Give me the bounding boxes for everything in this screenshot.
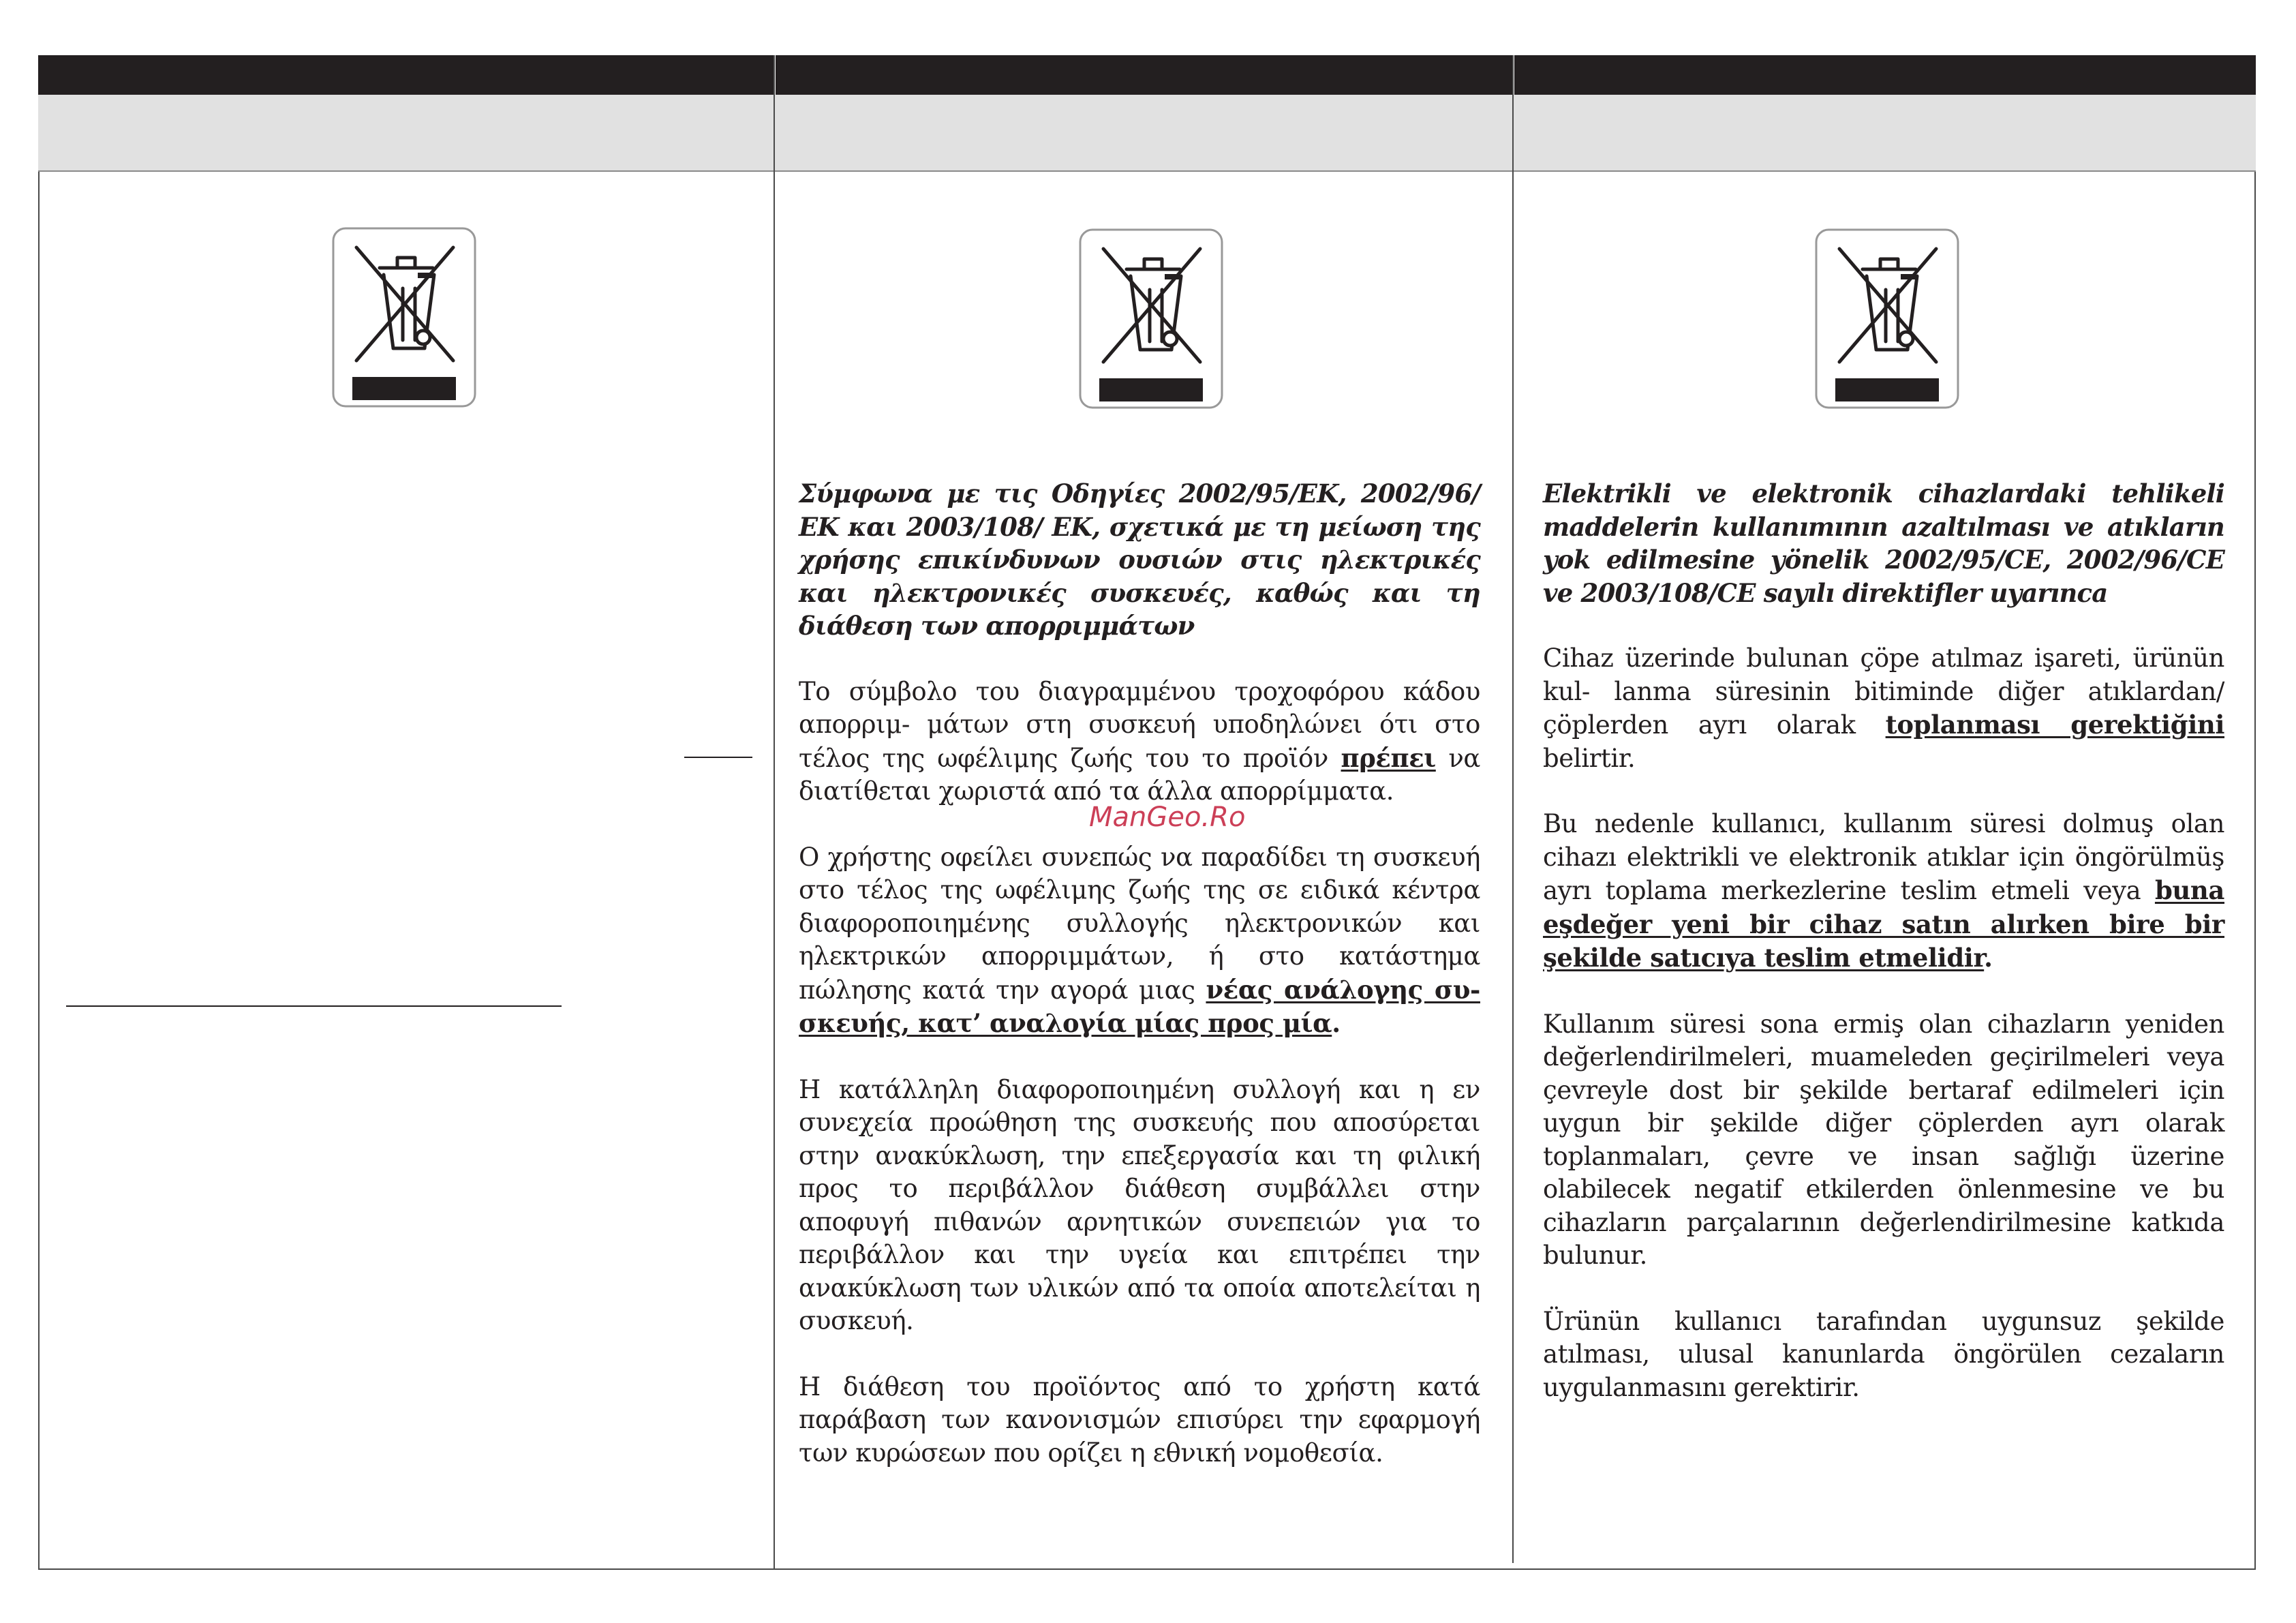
greek-heading: Σύμφωνα με τις Οδηγίες 2002/95/ΕΚ, 2002/96/ΕΚ και 2003/108/ ΕΚ, σχετικά με τη μείωση της χρήσης επικίνδυνων ουσιών στις ηλεκτρικές και ηλεκτρονικές συσκευές, καθώς και τη διάθεση των απορριμμάτων bbox=[799, 479, 1480, 641]
turkish-column bbox=[1543, 477, 2224, 1437]
turkish-paragraph-2: Bu nedenle kullanıcı, kullanım süresi dolmuş olan cihazı elektrikli ve elektronik atıklar için öngörülmüş ayrı toplama merkezlerine teslim etmeli veya buna eşdeğer yeni bir cihaz satın alırken bire bir şekilde satıcıya teslim etmelidir. bbox=[1543, 809, 2224, 973]
weee-bin-icon bbox=[1079, 228, 1223, 409]
greek-paragraph-3: Η κατάλληλη διαφοροποιημένη συλλογή και η εν συνεχεία προώθηση της συσκευής που αποσύρεται στην ανακύκλωση, την επεξεργασία και τη φιλική προς το περιβάλλον διάθεση συμβάλλει στην αποφυγή πιθανών αρνητικών συνεπειών για το περιβάλλον και την υγεία και επιτρέπει την ανακύκλωση των υλικών από τα οποία αποτελείται η συσκευή. bbox=[799, 1074, 1480, 1335]
rule-long bbox=[66, 1005, 562, 1007]
column-divider-2 bbox=[1512, 55, 1514, 1563]
rule-short bbox=[684, 757, 752, 758]
header-bar bbox=[38, 55, 2256, 95]
column-divider-1 bbox=[774, 55, 775, 1570]
greek-column bbox=[799, 477, 1480, 1502]
turkish-heading: Elektrikli ve elektronik cihazlardaki tehlikeli maddelerin kullanımının azaltılması ve atıkların yok edilmesine yönelik 2002/95/CE, 2002/96/CE ve 2003/108/CE sayılı direktifler uyarınca bbox=[1543, 479, 2224, 608]
weee-bin-icon bbox=[332, 227, 476, 408]
turkish-paragraph-4: Ürünün kullanıcı tarafından uygunsuz şekilde atılması, ulusal kanunlarda öngörülen cezaların uygulanmasını gerektirir. bbox=[1543, 1306, 2224, 1402]
watermark: ManGeo.Ro bbox=[1089, 802, 1246, 833]
turkish-paragraph-1: Cihaz üzerinde bulunan çöpe atılmaz işareti, ürünün kul- lanma süresinin bitiminde diğer atıklardan/çöplerden ayrı olarak toplanması gerektiğini belirtir. bbox=[1543, 643, 2225, 773]
greek-paragraph-4: Η διάθεση του προϊόντος από το χρήστη κατά παράβαση των κανονισμών επισύρει την εφαρμογή των κυρώσεων που ορίζει η εθνική νομοθεσία. bbox=[799, 1371, 1480, 1468]
greek-paragraph-2: Ο χρήστης οφείλει συνεπώς να παραδίδει τη συσκευή στο τέλος της ωφέλιμης ζωής της σε ειδικά κέντρα διαφοροποιημένης συλλογής ηλεκτρονικών και ηλεκτρικών απορριμμάτων, ή στο κατάστημα πώλησης κατά την αγορά μιας νέας ανάλογης συ- σκευής, κατ’ αναλογία μίας προς μία. bbox=[799, 842, 1480, 1038]
turkish-paragraph-3: Kullanım süresi sona ermiş olan cihazların yeniden değerlendirilmeleri, muameleden geçirilmeleri veya çevreyle dost bir şekilde bertaraf edilmeleri için uygun bir şekilde diğer çöplerden ayrı olarak toplanmaları, çevre ve insan sağlığı üzerine olabilecek negatif etkilerden önlenmesine ve bu cihazların parçalarının değerlendirilmesine katkıda bulunur. bbox=[1543, 1009, 2224, 1270]
title-band bbox=[38, 95, 2256, 172]
weee-bin-icon bbox=[1815, 228, 1959, 409]
greek-paragraph-1: Το σύμβολο του διαγραμμένου τροχοφόρου κάδου απορριμ- μάτων στη συσκευή υποδηλώνει ότι στο τέλος της ωφέλιμης ζωής του το προϊόν πρέπει να διατίθεται χωριστά από τα άλλα απορρίμματα. bbox=[799, 676, 1480, 806]
